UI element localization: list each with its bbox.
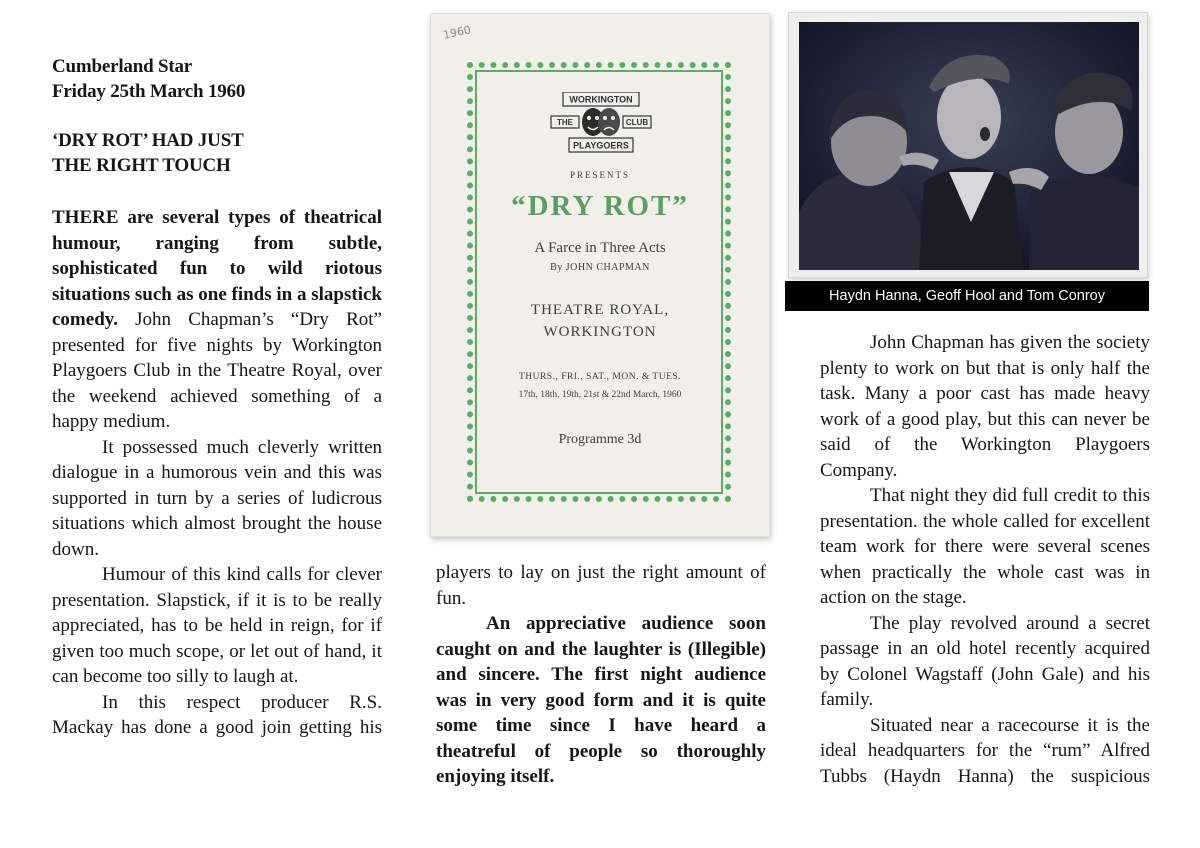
programme-title: “DRY ROT” — [511, 190, 689, 222]
cast-photograph — [788, 12, 1148, 278]
headline-line-1: ‘DRY ROT’ HAD JUST — [52, 130, 244, 151]
playgoers-club-logo — [549, 92, 653, 154]
publication-header — [52, 54, 245, 104]
article-paragraph: Situated near a racecourse it is the ideal headquarters for the “rum” Alfred Tubbs (Haydn Hanna) the suspicious — [820, 714, 1150, 787]
article-column-left — [52, 205, 382, 741]
programme-venue-line-2: WORKINGTON — [543, 324, 657, 340]
article-paragraph — [52, 205, 382, 435]
programme-price: Programme 3d — [558, 432, 642, 447]
article-paragraph: In this respect producer R.S. Mackay has done a good join getting his — [52, 691, 382, 738]
logo-top-text: WORKINGTON — [569, 94, 633, 105]
programme-dates: 17th, 18th, 19th, 21st & 22nd March, 1960 — [518, 390, 682, 400]
programme-author: By JOHN CHAPMAN — [550, 262, 650, 273]
headline-line-2: THE RIGHT TOUCH — [52, 155, 231, 176]
article-headline — [52, 128, 244, 178]
handwritten-year: 1960 — [441, 23, 473, 42]
logo-right-text: CLUB — [625, 118, 649, 127]
programme-subtitle: A Farce in Three Acts — [534, 240, 666, 256]
publication-date: Friday 25th March 1960 — [52, 81, 246, 102]
article-paragraph: players to lay on just the right amount of fun. — [436, 562, 766, 609]
programme-presents: PRESENTS — [569, 170, 630, 180]
lead-bold-text: THERE are several types of theatrical humour, ranging from subtle, sophisticated fun to wild riotous situations such as one finds in a slapstick comedy. — [52, 207, 382, 330]
article-paragraph: John Chapman has given the society plenty to work on but that is only half the task. Many a poor cast has made heavy work of a good play, but this can never be said of the Workington Playgoers Company. — [820, 332, 1150, 481]
programme-venue-line-1: THEATRE ROYAL, — [530, 302, 670, 318]
article-paragraph: It possessed much cleverly written dialogue in a humorous vein and this was supported in turn by a series of ludicrous situations which almost brought the house down. — [52, 436, 382, 560]
theatre-programme-image — [430, 13, 770, 537]
photo-caption: Haydn Hanna, Geoff Hool and Tom Conroy — [785, 281, 1149, 311]
article-paragraph-bold: An appreciative audience soon caught on and the laughter is (Illegible) and sincere. The first night audience was in very good form and it is quite some time since I have heard a theatreful of people so thoroughly enjoying itself. — [436, 613, 766, 787]
programme-days: THURS., FRI., SAT., MON. & TUES. — [518, 372, 682, 382]
article-column-right — [820, 330, 1150, 789]
logo-bottom-text: PLAYGOERS — [573, 140, 629, 151]
publication-name: Cumberland Star — [52, 56, 193, 77]
article-paragraph: The play revolved around a secret passage in an old hotel recently acquired by Colonel Wagstaff (John Gale) and his family. — [820, 612, 1150, 710]
lead-rest-text: John Chapman’s “Dry Rot” presented for five nights by Workington Playgoers Club in the Theatre Royal, over the weekend achieved something of a happy medium. — [52, 309, 382, 432]
article-column-middle — [436, 560, 766, 790]
cast-photo-image — [799, 22, 1139, 270]
logo-left-text: THE — [557, 118, 573, 127]
article-paragraph: That night they did full credit to this presentation. the whole called for excellent team work for there were several scenes when practically the whole cast was in action on the stage. — [820, 485, 1150, 608]
article-paragraph: Humour of this kind calls for clever presentation. Slapstick, if it is to be really appreciated, has to be held in reign, for if given too much scope, or let out of hand, it can become too silly to laugh at. — [52, 564, 382, 687]
